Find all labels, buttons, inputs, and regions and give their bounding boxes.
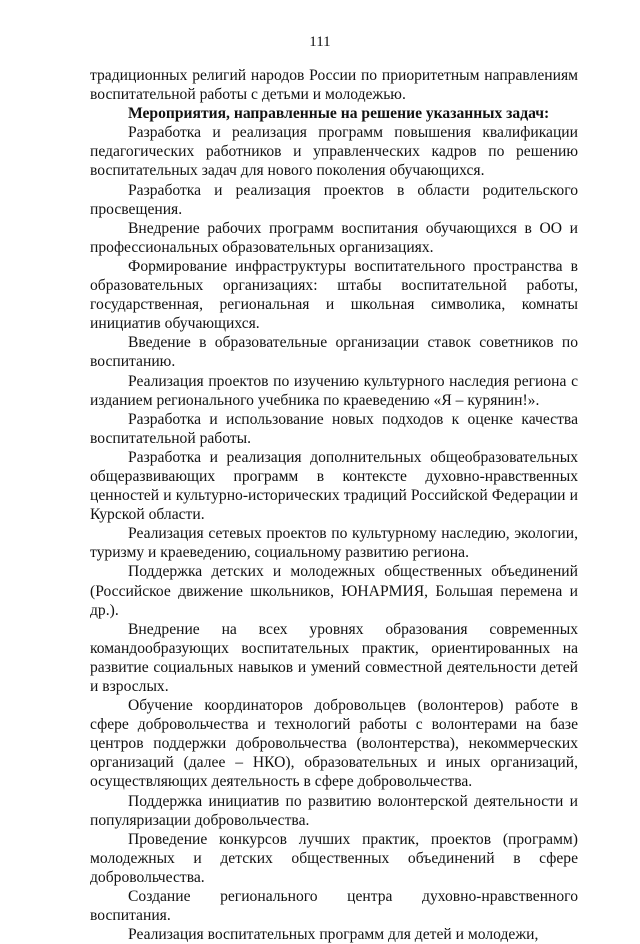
- paragraph: Внедрение на всех уровнях образования современных командообразующих воспитательных практик, ориентированных на развитие социальных навыков и умений совместной деятельности детей и взрослых.: [90, 620, 578, 695]
- paragraph: Введение в образовательные организации ставок советников по воспитанию.: [90, 334, 578, 371]
- document-body: [90, 66, 578, 944]
- paragraph: Поддержка детских и молодежных общественных объединений (Российское движение школьников, ЮНАРМИЯ, Большая перемена и др.).: [90, 563, 578, 619]
- paragraph: Внедрение рабочих программ воспитания обучающихся в ОО и профессиональных образовательных организациях.: [90, 219, 578, 256]
- paragraph: Разработка и реализация проектов в области родительского просвещения.: [90, 181, 578, 218]
- section-heading: Мероприятия, направленные на решение указанных задач:: [128, 105, 550, 123]
- paragraph: Проведение конкурсов лучших практик, проектов (программ) молодежных и детских общественных объединений в сфере добровольчества.: [90, 830, 578, 886]
- paragraph: Реализация проектов по изучению культурного наследия региона с изданием регионального учебника по краеведению «Я – курянин!».: [90, 372, 578, 409]
- paragraph: Реализация воспитательных программ для детей и молодежи,: [128, 926, 539, 944]
- paragraph-continuation: традиционных религий народов России по приоритетным направлениям воспитательной работы с детьми и молодежью.: [90, 67, 578, 104]
- page-number: 111: [309, 34, 331, 50]
- paragraph: Разработка и реализация программ повышения квалификации педагогических работников и управленческих кадров по решению воспитательных задач для нового поколения обучающихся.: [90, 124, 578, 180]
- paragraph: Разработка и использование новых подходов к оценке качества воспитательной работы.: [90, 410, 578, 447]
- paragraph: Поддержка инициатив по развитию волонтерской деятельности и популяризации добровольчества.: [90, 792, 578, 829]
- paragraph: Обучение координаторов добровольцев (волонтеров) работе в сфере добровольчества и технологий работы с волонтерами на базе центров поддержки добровольчества (волонтерства), некоммерческих организаций (далее – НКО), образовательных и иных организаций, осуществляющих деятельность в сфере добровольчества.: [90, 697, 578, 791]
- paragraph: Реализация сетевых проектов по культурному наследию, экологии, туризму и краеведению, социальному развитию региона.: [90, 525, 578, 562]
- paragraph: Формирование инфраструктуры воспитательного пространства в образовательных организациях: штабы воспитательной работы, государственная, региональная и школьная символика, комнаты инициатив обучающихся.: [90, 257, 578, 333]
- paragraph: Создание регионального центра духовно-нравственного воспитания.: [90, 888, 578, 925]
- paragraph: Разработка и реализация дополнительных общеобразовательных общеразвивающих программ в контексте духовно-нравственных ценностей и культурно-исторических традиций Российской Федерации и Курской области.: [90, 448, 578, 524]
